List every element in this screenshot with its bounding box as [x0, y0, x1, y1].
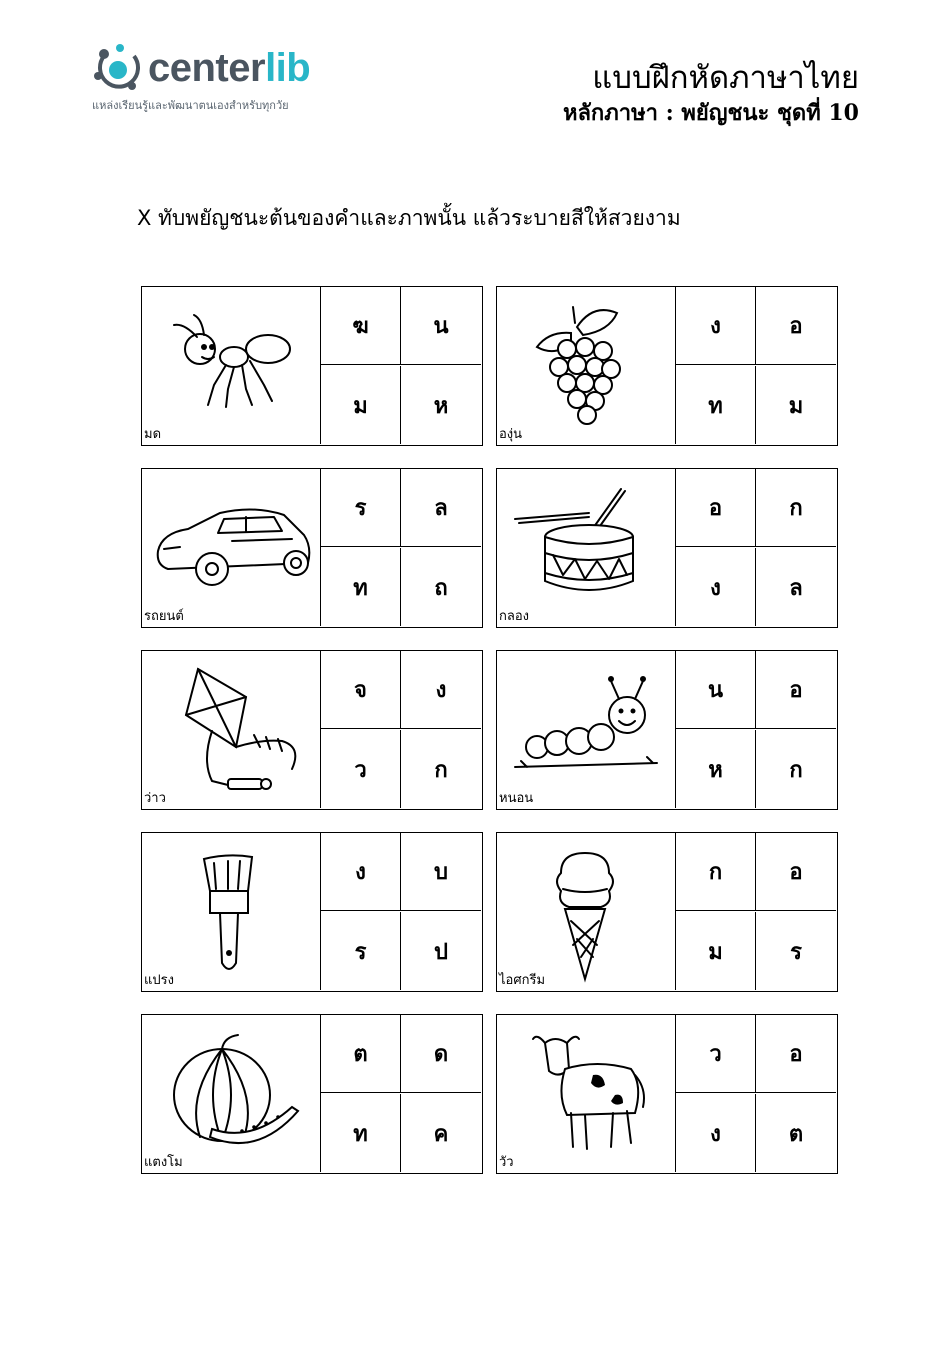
caterpillar-picture	[497, 651, 675, 808]
word-label: รถยนต์	[144, 609, 184, 624]
letter-choice[interactable]: อ	[756, 833, 836, 911]
letter-choice[interactable]: ห	[676, 730, 756, 808]
letter-choice[interactable]: ท	[321, 1094, 401, 1172]
letter-choice[interactable]: ต	[321, 1015, 401, 1093]
ice-cream-picture	[497, 833, 675, 990]
page-title: แบบฝึกหัดภาษาไทย	[592, 60, 859, 96]
letter-choice[interactable]: ล	[401, 469, 481, 547]
letter-choices	[675, 469, 836, 626]
exercise-card	[496, 468, 838, 628]
page-subtitle: หลักภาษา : พยัญชนะ ชุดที่ 10	[562, 100, 859, 126]
exercise-card	[141, 650, 483, 810]
word-label: แปรง	[144, 973, 174, 988]
letter-choice[interactable]: ง	[321, 833, 401, 911]
picture-area	[142, 1015, 320, 1172]
letter-choice[interactable]: ด	[401, 1015, 481, 1093]
letter-choice[interactable]: ว	[321, 730, 401, 808]
letter-choice[interactable]: บ	[401, 833, 481, 911]
letter-choices	[320, 651, 481, 808]
letter-choices	[320, 1015, 481, 1172]
word-label: หนอน	[499, 791, 534, 806]
letter-choice[interactable]: ร	[790, 939, 802, 965]
cow-picture	[497, 1015, 675, 1172]
letter-choice[interactable]: อ	[756, 651, 836, 729]
brand-tagline: แหล่งเรียนรู้และพัฒนาตนเองสำหรับทุกวัย	[92, 99, 289, 112]
letter-choice[interactable]: ป	[434, 939, 448, 965]
letter-choices	[675, 651, 836, 808]
letter-choice[interactable]: ม	[321, 366, 401, 444]
letter-choice[interactable]: อ	[756, 1015, 836, 1093]
worksheet-header	[563, 58, 859, 128]
grapes-picture	[497, 287, 675, 444]
exercise-card	[496, 286, 838, 446]
brand-logo	[92, 42, 352, 122]
letter-choice[interactable]: ก	[789, 757, 803, 783]
letter-choice[interactable]: ง	[676, 287, 756, 365]
drum-picture	[497, 469, 675, 626]
letter-choice[interactable]: ค	[433, 1121, 449, 1147]
picture-area	[142, 469, 320, 626]
exercise-card	[496, 832, 838, 992]
letter-choice[interactable]: จ	[321, 651, 401, 729]
letter-choice[interactable]: ก	[756, 469, 836, 547]
picture-area	[497, 651, 675, 808]
exercise-card	[496, 650, 838, 810]
kite-picture	[142, 651, 320, 808]
picture-area	[142, 651, 320, 808]
letter-choice[interactable]: ร	[321, 912, 401, 990]
letter-choice[interactable]: ก	[676, 833, 756, 911]
letter-choice[interactable]: ฆ	[321, 287, 401, 365]
exercise-card	[141, 286, 483, 446]
letter-choice[interactable]: ก	[434, 757, 448, 783]
exercise-card	[141, 468, 483, 628]
letter-choice[interactable]: ต	[788, 1121, 804, 1147]
picture-area	[497, 833, 675, 990]
letter-choices	[675, 287, 836, 444]
letter-choice[interactable]: ห	[433, 393, 449, 419]
word-label: มด	[144, 427, 162, 442]
picture-area	[142, 833, 320, 990]
letter-choice[interactable]: อ	[756, 287, 836, 365]
letter-choices	[320, 469, 481, 626]
letter-choice[interactable]: น	[401, 287, 481, 365]
watermelon-picture	[142, 1015, 320, 1172]
letter-choice[interactable]: ถ	[434, 575, 448, 601]
ant-picture	[142, 287, 320, 444]
letter-choice[interactable]: น	[676, 651, 756, 729]
picture-area	[497, 287, 675, 444]
letter-choice[interactable]: ง	[676, 548, 756, 626]
word-label: แตงโม	[144, 1155, 183, 1170]
letter-choices	[675, 1015, 836, 1172]
letter-choice[interactable]: ม	[788, 393, 804, 419]
word-label: ไอศกรีม	[499, 973, 546, 988]
picture-area	[497, 1015, 675, 1172]
car-picture	[142, 469, 320, 626]
instruction-text: X ทับพยัญชนะต้นของคำและภาพนั้น แล้วระบายสีให้สวยงาม	[137, 206, 681, 230]
picture-area	[497, 469, 675, 626]
letter-choice[interactable]: ล	[789, 575, 803, 601]
letter-choice[interactable]: ท	[676, 366, 756, 444]
letter-choices	[675, 833, 836, 990]
brand-name: centerlib	[148, 46, 311, 90]
letter-choices	[320, 287, 481, 444]
word-label: กลอง	[499, 609, 529, 624]
letter-choice[interactable]: อ	[676, 469, 756, 547]
letter-choice[interactable]: ง	[676, 1094, 756, 1172]
word-label: องุ่น	[499, 427, 523, 442]
exercise-card	[141, 832, 483, 992]
exercise-card	[141, 1014, 483, 1174]
word-label: วัว	[499, 1155, 514, 1170]
letter-choices	[320, 833, 481, 990]
picture-area	[142, 287, 320, 444]
logo-mark-icon	[92, 42, 144, 94]
exercise-card	[496, 1014, 838, 1174]
letter-choice[interactable]: ร	[321, 469, 401, 547]
brush-picture	[142, 833, 320, 990]
letter-choice[interactable]: ท	[321, 548, 401, 626]
letter-choice[interactable]: ว	[676, 1015, 756, 1093]
letter-choice[interactable]: ม	[676, 912, 756, 990]
letter-choice[interactable]: ง	[401, 651, 481, 729]
word-label: ว่าว	[144, 791, 166, 806]
